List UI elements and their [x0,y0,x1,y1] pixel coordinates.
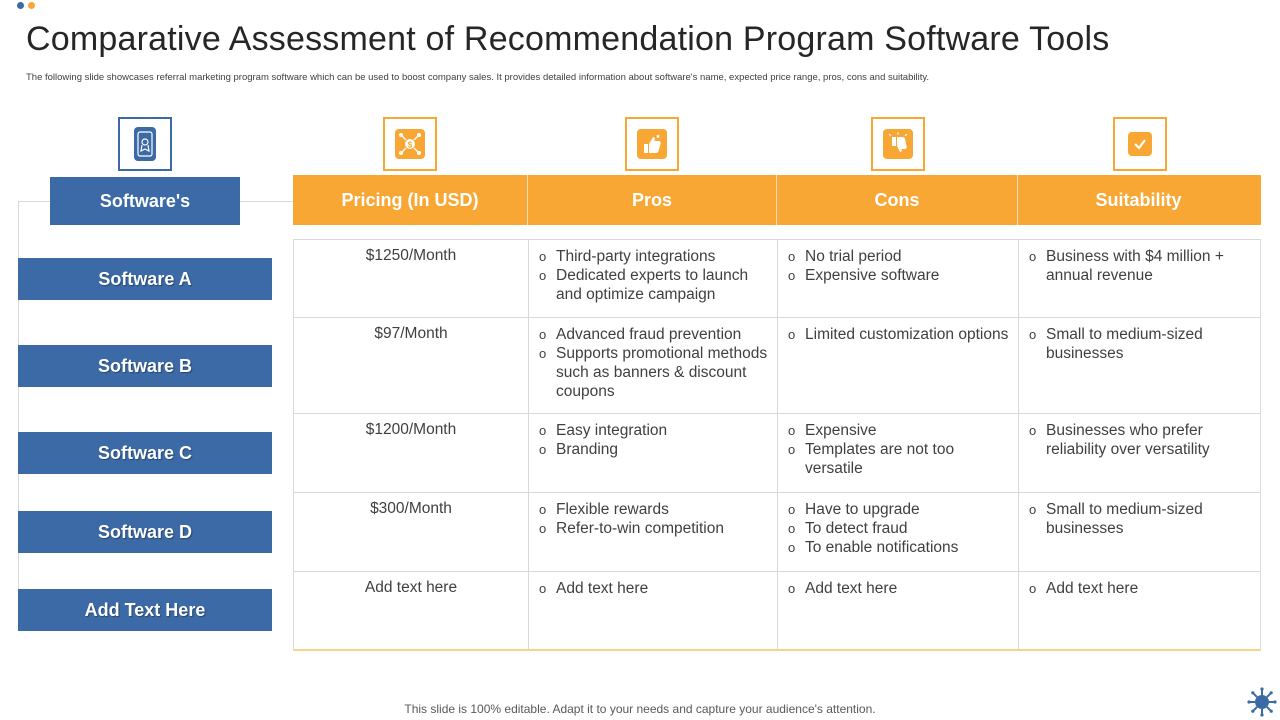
software-label: Software C [18,432,272,474]
software-header: Software's [50,177,240,225]
software-label: Add Text Here [18,589,272,631]
software-label: Software A [18,258,272,300]
pros-cell [529,572,778,649]
checkbox-icon [1113,117,1167,171]
price-cell: $97/Month [294,318,529,413]
page-subtitle: The following slide showcases referral marketing program software which can be used to boost company sales. It provides detailed information about software's name, expected price range, pros, cons and suitability. [26,72,930,83]
list-item: o Business with $4 million + annual revenue [1027,247,1252,285]
thumbs-down-icon [871,117,925,171]
cons-cell [778,318,1019,413]
suitability-cell [1019,240,1260,317]
list-item: o Small to medium-sized businesses [1027,325,1252,363]
list-item: o Dedicated experts to launch and optimize campaign [537,266,769,304]
list-item: o No trial period [786,247,1010,266]
list-item: o Businesses who prefer reliability over versatility [1027,421,1252,459]
column-header-pros: Pros [528,175,777,225]
pros-cell [529,414,778,492]
list-item: o Limited customization options [786,325,1010,344]
cons-cell [778,572,1019,649]
list-item: o Small to medium-sized businesses [1027,500,1252,538]
list-item: o Easy integration [537,421,769,440]
list-item: o Third-party integrations [537,247,769,266]
table-row [294,240,1260,318]
phone-badge-icon [118,117,172,171]
dollar-network-icon [383,117,437,171]
list-item: o Templates are not too versatile [786,440,1010,478]
list-item: o Branding [537,440,769,459]
suitability-cell [1019,414,1260,492]
column-header-cons: Cons [777,175,1018,225]
virus-gear-icon [1247,687,1277,717]
comparison-table [293,239,1261,651]
cons-cell [778,414,1019,492]
corner-dots [17,2,35,9]
table-header [293,175,1261,225]
table-row [294,572,1260,649]
pros-cell [529,493,778,571]
cons-cell [778,240,1019,317]
pros-cell [529,318,778,413]
suitability-cell [1019,493,1260,571]
footer-note: This slide is 100% editable. Adapt it to your needs and capture your audience's attention. [404,702,876,716]
list-item: o To detect fraud [786,519,1010,538]
thumbs-up-stars-icon [625,117,679,171]
svg-text:$: $ [407,140,413,150]
software-label: Software B [18,345,272,387]
column-header-pricing: Pricing (In USD) [293,175,528,225]
suitability-cell [1019,572,1260,649]
table-row [294,414,1260,493]
price-cell: $1250/Month [294,240,529,317]
cons-cell [778,493,1019,571]
price-cell: Add text here [294,572,529,649]
list-item: o Advanced fraud prevention [537,325,769,344]
list-item: o Add text here [1027,579,1252,598]
table-row [294,318,1260,414]
list-item: o Supports promotional methods such as banners & discount coupons [537,344,769,401]
list-item: o Refer-to-win competition [537,519,769,538]
list-item: o Flexible rewards [537,500,769,519]
list-item: o Add text here [537,579,769,598]
table-row [294,493,1260,572]
price-cell: $300/Month [294,493,529,571]
list-item: o Expensive software [786,266,1010,285]
suitability-cell [1019,318,1260,413]
corner-dot-blue [17,2,24,9]
list-item: o Expensive [786,421,1010,440]
page-title: Comparative Assessment of Recommendation Program Software Tools [26,20,1110,58]
corner-dot-orange [28,2,35,9]
list-item: o Add text here [786,579,1010,598]
column-header-suitability: Suitability [1095,189,1182,210]
software-label: Software D [18,511,272,553]
list-item: o To enable notifications [786,538,1010,557]
price-cell: $1200/Month [294,414,529,492]
list-item: o Have to upgrade [786,500,1010,519]
pros-cell [529,240,778,317]
